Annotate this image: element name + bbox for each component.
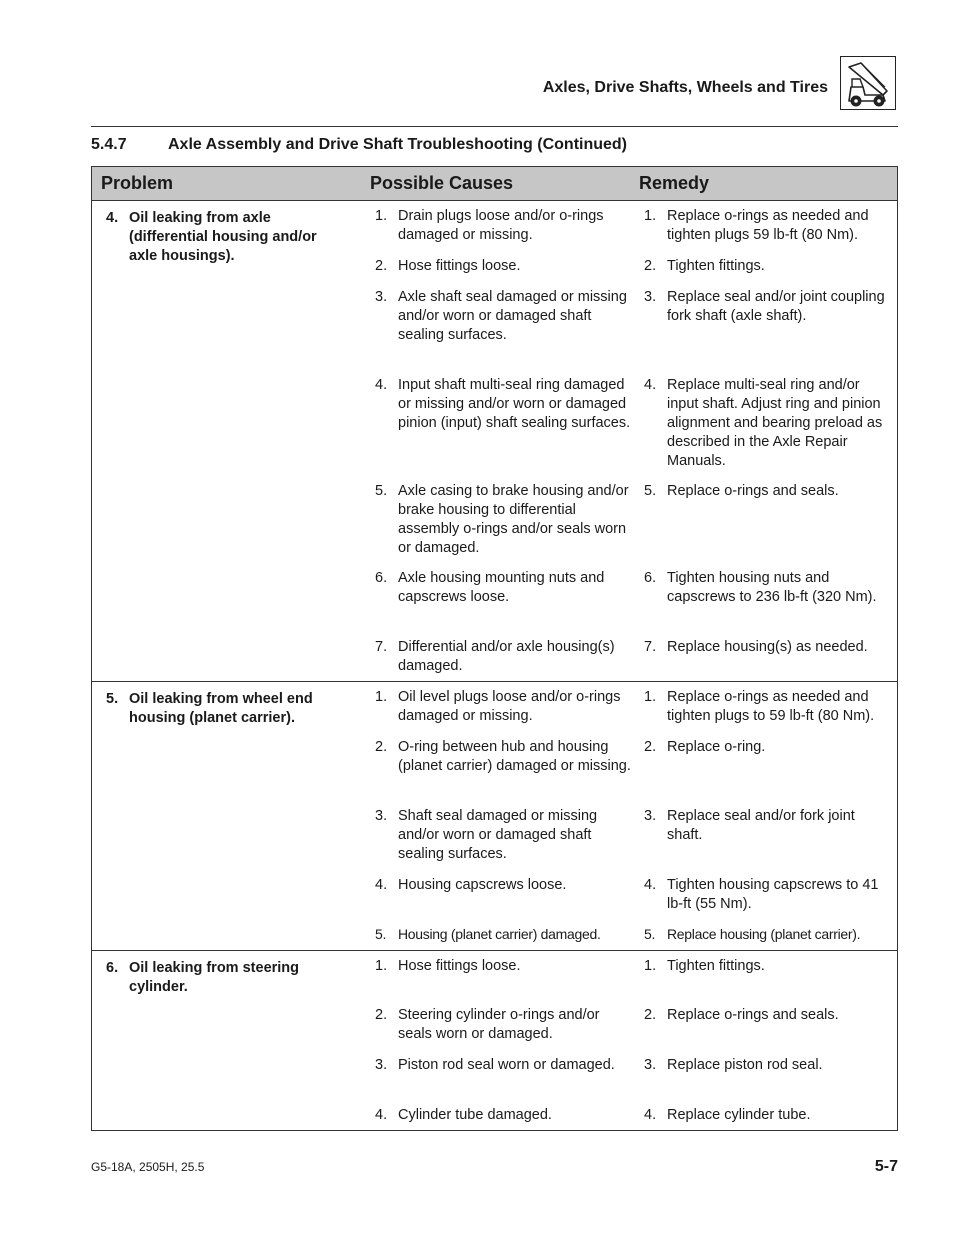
remedy-item: 2. Replace o-ring. [644, 739, 766, 755]
page-header-title: Axles, Drive Shafts, Wheels and Tires [542, 79, 828, 96]
remedy-item: 5. Replace o-rings and seals. [644, 483, 839, 499]
remedy-item: 5. Replace housing (planet carrier). [644, 926, 861, 942]
remedy-item: 7. Replace housing(s) as needed. [644, 639, 868, 655]
problem-number: 4. [106, 210, 119, 226]
problem-number: 6. [106, 960, 119, 976]
remedy-item: 2. Tighten fittings. [644, 258, 765, 274]
cause-item: 4. Housing capscrews loose. [375, 877, 567, 893]
table-row [92, 682, 897, 951]
cause-item: 6. Axle housing mounting nuts and capscrews loose. [375, 570, 605, 605]
remedy-item: 1. Replace o-rings as needed and tighten plugs to 59 lb-ft (80 Nm). [644, 689, 875, 724]
problem-text: Oil leaking from axle (differential housing and/or axle housings). [129, 210, 317, 264]
cause-item: 4. Input shaft multi-seal ring damaged or missing and/or worn or damaged pinion (input) shaft sealing surfaces. [375, 377, 631, 431]
cause-item: 2. O-ring between hub and housing (planet carrier) damaged or missing. [375, 739, 631, 774]
cause-item: 7. Differential and/or axle housing(s) damaged. [375, 639, 615, 674]
table-row [92, 201, 897, 682]
table-header [92, 167, 897, 201]
cause-item: 1. Drain plugs loose and/or o-rings damaged or missing. [375, 208, 604, 243]
remedy-item: 3. Replace seal and/or joint coupling fork shaft (axle shaft). [644, 289, 885, 324]
cause-item: 5. Housing (planet carrier) damaged. [375, 926, 601, 942]
cause-item: 1. Hose fittings loose. [375, 958, 521, 974]
problem-cell [106, 959, 341, 997]
cause-item: 2. Steering cylinder o-rings and/or seals worn or damaged. [375, 1007, 600, 1042]
header-rule [91, 126, 898, 127]
cause-item: 1. Oil level plugs loose and/or o-rings damaged or missing. [375, 689, 621, 724]
problem-text: Oil leaking from steering cylinder. [129, 960, 300, 995]
page-number: 5-7 [874, 1158, 898, 1175]
column-header-possible-causes: Possible Causes [370, 173, 514, 193]
section-heading [91, 136, 627, 154]
section-title: Axle Assembly and Drive Shaft Troubleshooting (Continued) [168, 136, 628, 153]
problem-number: 5. [106, 691, 119, 707]
column-header-remedy: Remedy [639, 173, 710, 193]
cause-item: 3. Axle shaft seal damaged or missing and/or worn or damaged shaft sealing surfaces. [375, 289, 627, 343]
troubleshooting-table [91, 166, 898, 1131]
problem-text: Oil leaking from wheel end housing (planet carrier). [129, 691, 313, 726]
table-row [92, 951, 897, 1130]
telehandler-icon [840, 56, 896, 110]
footer-doc-id: G5-18A, 2505H, 25.5 [91, 1160, 205, 1174]
cause-item: 2. Hose fittings loose. [375, 258, 521, 274]
remedy-item: 6. Tighten housing nuts and capscrews to 236 lb-ft (320 Nm). [644, 570, 877, 605]
remedy-item: 1. Replace o-rings as needed and tighten plugs 59 lb-ft (80 Nm). [644, 208, 869, 243]
cause-item: 3. Piston rod seal worn or damaged. [375, 1057, 615, 1073]
remedy-item: 3. Replace seal and/or fork joint shaft. [644, 808, 855, 843]
remedy-item: 4. Tighten housing capscrews to 41 lb-ft (55 Nm). [644, 877, 879, 912]
remedy-item: 2. Replace o-rings and seals. [644, 1007, 839, 1023]
problem-cell [106, 209, 341, 266]
column-header-problem: Problem [101, 173, 174, 193]
remedy-item: 4. Replace multi-seal ring and/or input shaft. Adjust ring and pinion alignment and bearing preload as described in the Axle Repair Manuals. [644, 377, 883, 469]
remedy-item: 3. Replace piston rod seal. [644, 1057, 823, 1073]
remedy-item: 4. Replace cylinder tube. [644, 1107, 811, 1123]
cause-item: 3. Shaft seal damaged or missing and/or worn or damaged shaft sealing surfaces. [375, 808, 598, 862]
cause-item: 5. Axle casing to brake housing and/or brake housing to differential assembly o-rings and/or seals worn or damaged. [375, 483, 629, 556]
remedy-item: 1. Tighten fittings. [644, 958, 765, 974]
problem-cell [106, 690, 341, 728]
section-number: 5.4.7 [91, 136, 127, 153]
cause-item: 4. Cylinder tube damaged. [375, 1107, 552, 1123]
